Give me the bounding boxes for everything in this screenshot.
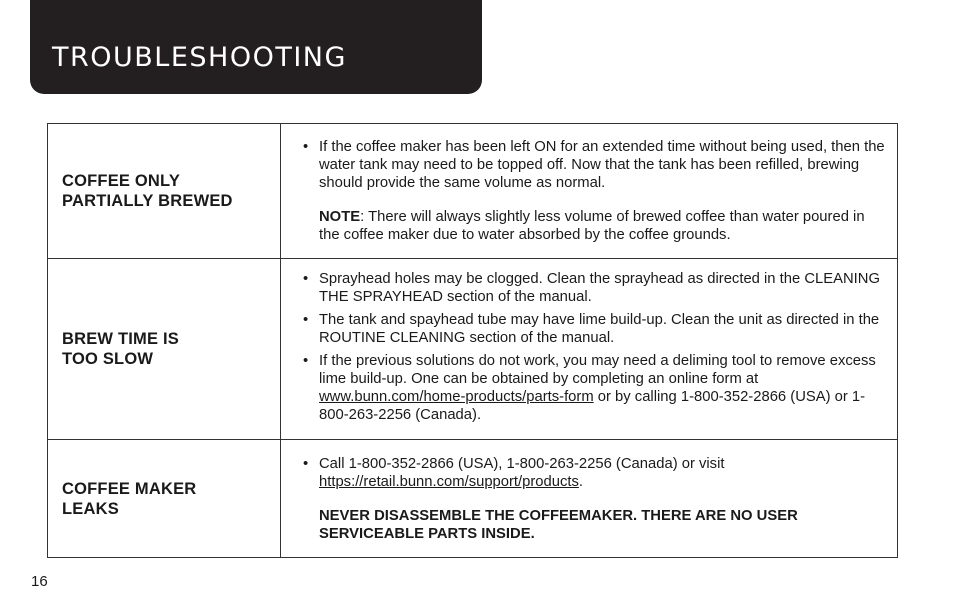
- page-number: 16: [31, 573, 48, 590]
- solution-cell: [281, 259, 898, 440]
- problem-cell: [48, 440, 281, 558]
- support-products-link[interactable]: https://retail.bunn.com/support/products: [319, 473, 579, 490]
- solution-item: [303, 455, 887, 491]
- problem-label: PARTIALLY BREWED: [62, 192, 233, 210]
- note-label: NOTE: [319, 209, 361, 225]
- problem-label: BREW TIME IS: [62, 330, 179, 348]
- solution-item: • If the coffee maker has been left ON for an extended time without being used, then the water tank may need to be topped off. Now that the tank has been refilled, brewing should provide the same volume as normal.: [303, 138, 887, 192]
- table-row: [48, 440, 898, 558]
- problem-label: TOO SLOW: [62, 350, 154, 368]
- solution-cell: [281, 440, 898, 558]
- warning-text: NEVER DISASSEMBLE THE COFFEEMAKER. THERE ARE NO USER: [319, 507, 798, 524]
- warning: [319, 507, 887, 543]
- note-text: : There will always slightly less volume of brewed coffee than water poured in the coffee maker due to water absorbed by the coffee grounds.: [319, 209, 865, 243]
- table-row: [48, 124, 898, 259]
- solution-list: [303, 138, 887, 192]
- parts-form-link[interactable]: www.bunn.com/home-products/parts-form: [319, 388, 594, 405]
- solution-item: [303, 352, 887, 424]
- problem-cell: [48, 124, 281, 259]
- solution-list: [303, 270, 887, 424]
- solution-item: • Sprayhead holes may be clogged. Clean the sprayhead as directed in the CLEANING THE SPRAYHEAD section of the manual.: [303, 270, 887, 306]
- solution-text: Call 1-800-352-2866 (USA), 1-800-263-2256 (Canada) or visit: [319, 455, 725, 472]
- solution-list: [303, 455, 887, 491]
- problem-cell: [48, 259, 281, 440]
- warning-text: SERVICEABLE PARTS INSIDE.: [319, 525, 535, 542]
- troubleshooting-table: [47, 123, 898, 558]
- solution-text: .: [578, 473, 584, 490]
- solution-cell: [281, 124, 898, 259]
- table-row: [48, 259, 898, 440]
- problem-label: COFFEE ONLY: [62, 172, 181, 190]
- page-title: TROUBLESHOOTING: [52, 42, 347, 73]
- solution-text: or by calling 1-800-352-2866 (USA) or 1-800-263-2256 (Canada).: [319, 388, 866, 423]
- problem-label: LEAKS: [62, 499, 119, 518]
- problem-label: COFFEE MAKER: [62, 479, 197, 498]
- solution-item: • The tank and spayhead tube may have lime build-up. Clean the unit as directed in the ROUTINE CLEANING section of the manual.: [303, 311, 887, 347]
- solution-text: If the previous solutions do not work, you may need a deliming tool to remove excess lime build-up. One can be obtained by completing an online form at: [319, 352, 876, 387]
- note: [319, 208, 887, 244]
